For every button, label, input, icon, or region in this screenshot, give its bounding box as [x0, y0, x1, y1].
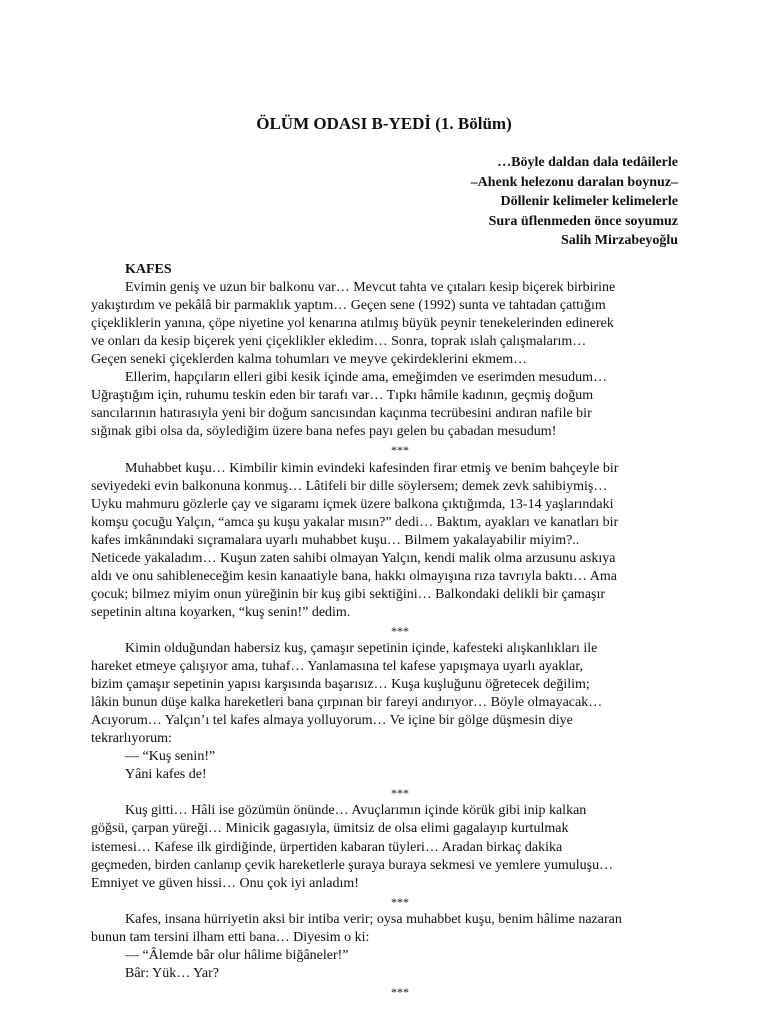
body-line: çocuk; bilmez miyim onun yüreğinin bir kuş gibi sektiğini… Balkondaki delikli bir çamaşır: [91, 586, 606, 602]
body-line: istemesi… Kafese ilk girdiğinde, ürpertiden kabaran tüyleri… Aradan birkaç dakika: [91, 839, 563, 855]
document-title: ÖLÜM ODASI B-YEDİ (1. Bölüm): [256, 114, 512, 133]
body-line: lâkin bunun düşe kalka hareketleri bana çırpınan bir fareyi andırıyor… Böyle olmayacak…: [91, 695, 603, 711]
body-line: Kafes, insana hürriyetin aksi bir intiba verir; oysa muhabbet kuşu, benim hâlime nazaran: [125, 911, 622, 927]
epigraph-line: …Böyle daldan dala tedâilerle: [497, 155, 678, 170]
body-line: Geçen seneki çiçeklerden kalma tohumları ve meyve çekirdeklerini ekmem…: [91, 352, 528, 368]
document-body: [91, 261, 691, 1001]
body-line: sığınak gibi olsa da, söylediğim üzere bana nefes payı gelen bu çabadan mesudum!: [91, 424, 557, 440]
body-line: sepetinin altına koyarken, “kuş senin!” dedim.: [91, 604, 351, 620]
body-line: sancılarının hatırasıyla yeni bir doğum sancısından kaçınma tecrübesini andıran nafile bir: [91, 406, 592, 422]
epigraph: [471, 153, 678, 251]
body-line: Uyku mahmuru gözlerle çay ve sigaramı içmek üzere balkona çıktığımda, 13-14 yaşlarındaki: [91, 496, 614, 512]
epigraph-line: Döllenir kelimeler kelimelerle: [500, 194, 678, 209]
body-line: Ellerim, hapçıların elleri gibi kesik içinde ama, emeğimden ve eserimden mesudum…: [125, 370, 608, 386]
body-line: Muhabbet kuşu… Kimbilir kimin evindeki kafesinden firar etmiş ve benim bahçeyle bir: [125, 460, 619, 476]
body-line: bunun tam tersini ilham etti bana… Diyesim o ki:: [91, 929, 370, 945]
section-separator: ***: [391, 984, 409, 999]
body-line: göğsü, çarpan yüreği… Minicik gagasıyla, ümitsiz de olsa elimi gagalayıp kurtulmak: [91, 821, 569, 837]
body-line: kafes imkânındaki sıçramalara uyarlı muhabbet kuşu… Bilmem yakalayabilir miyim?..: [91, 532, 580, 548]
body-line: Yâni kafes de!: [125, 767, 207, 783]
body-line: ve onları da kesip biçerek yeni çiçeklikler ekledim… Sonra, toprak ıslah çalışmalarım…: [91, 334, 587, 350]
body-line: Evimin geniş ve uzun bir balkonu var… Mevcut tahta ve çıtaları kesip biçerek birbirine: [125, 280, 616, 296]
body-line: Emniyet ve güven hissi… Onu çok iyi anladım!: [91, 875, 359, 891]
section-separator: ***: [391, 443, 409, 458]
epigraph-line: Sura üflenmeden önce soyumuz: [488, 213, 678, 229]
body-line: yakıştırdım ve pekâlâ bir parmaklık yaptım… Geçen sene (1992) sunta ve tahtadan çattığım: [91, 298, 606, 314]
body-line: Bâr: Yük… Yar?: [125, 965, 219, 981]
body-line: aldı ve onu sahibleneceğim kesin kanaatiyle bana, hakkı olmayışına rıza tavrıyla baktı… Ama: [91, 568, 617, 584]
body-line: Acıyorum… Yalçın’ı tel kafes almaya yolluyorum… Ve içine bir gölge düşmesin diye: [91, 713, 573, 729]
body-line: seviyedeki evin balkonuna konmuş… Lâtifeli bir dille söylersem; demek zevk sahibiymiş…: [91, 478, 608, 494]
body-line: geçmeden, birden canlanıp çevik hareketlerle şuraya buraya sekmesi ve yemlere yumuluşu…: [91, 857, 614, 873]
body-line: komşu çocuğu Yalçın, “amca şu kuşu yakalar mısın?” dedi… Baktım, ayakları ve kanatları bir: [91, 514, 619, 530]
dialogue-line: — “Âlemde bâr olur hâlime biğâneler!”: [125, 947, 349, 963]
section-heading: KAFES: [125, 262, 172, 277]
section-separator: ***: [391, 786, 409, 801]
body-line: Uğraştığım için, ruhumu teskin eden bir tarafı var… Tıpkı hâmile kadının, geçmiş doğum: [91, 388, 594, 404]
body-line: Kuş gitti… Hâli ise gözümün önünde… Avuçlarımın içinde körük gibi inip kalkan: [125, 803, 587, 819]
body-line: tekrarlıyorum:: [91, 731, 172, 747]
dialogue-line: — “Kuş senin!”: [125, 749, 216, 765]
body-line: Kimin olduğundan habersiz kuş, çamaşır sepetinin içinde, kafesteki alışkanlıkları ile: [125, 640, 598, 656]
epigraph-author: Salih Mirzabeyoğlu: [560, 233, 678, 248]
body-line: Neticede yakaladım… Kuşun zaten sahibi olmayan Yalçın, kendi malik olma arzusunu askıya: [91, 550, 616, 566]
section-separator: ***: [391, 623, 409, 638]
body-line: bizim çamaşır sepetinin yapısı karşısında başarısız… Kuşa kuşluğunu öğretecek değilim;: [91, 677, 590, 693]
section-separator: ***: [391, 894, 409, 909]
body-line: hareket etmeye çalışıyor ama, tuhaf… Yanlamasına tel kafese yapışmaya uyarlı ayaklar,: [91, 659, 583, 675]
epigraph-line: –Ahenk helezonu daralan boynuz–: [470, 174, 678, 190]
body-line: çiçekliklerin yanına, çöpe niyetine yol kenarına atılmış büyük peynir tenekelerinden edinerek: [91, 316, 614, 332]
